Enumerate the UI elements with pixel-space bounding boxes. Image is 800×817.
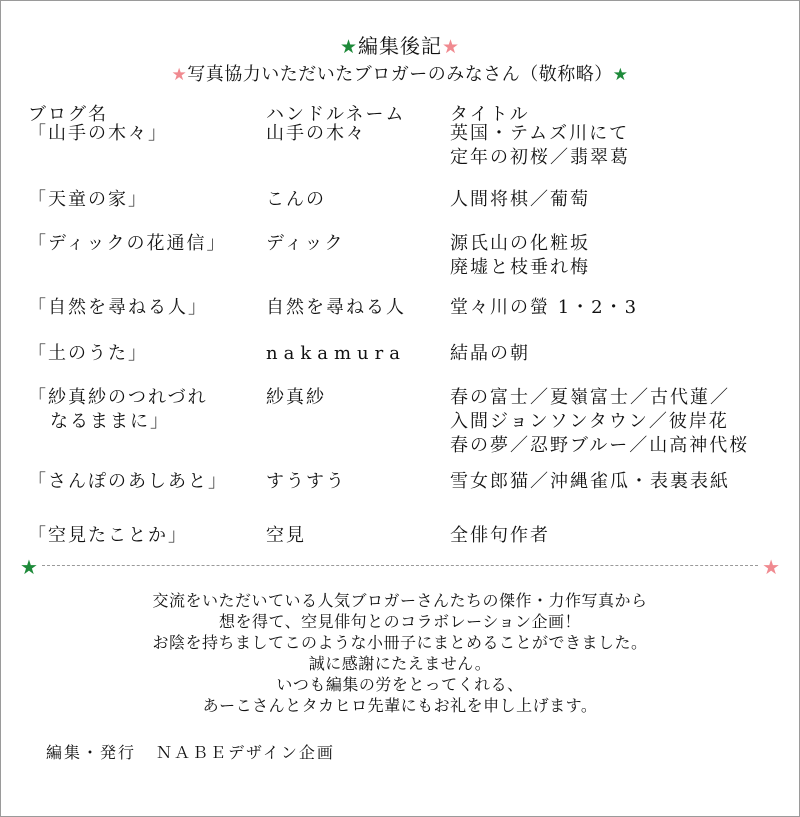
green-star-icon: ★: [20, 555, 38, 579]
photo-title: 雪女郎猫／沖縄雀瓜・表裏表紙: [450, 471, 730, 492]
afterword-message: [0, 590, 800, 716]
handle-name: 空見: [266, 525, 306, 546]
handle-name: nakamura: [266, 343, 406, 364]
message-line: 交流をいただいている人気ブロガーさんたちの傑作・力作写真から: [152, 591, 648, 610]
handle-name: 自然を尋ねる人: [266, 297, 406, 318]
blog-name: 「自然を尋ねる人」: [28, 297, 208, 318]
blog-name-cell: [28, 296, 263, 320]
handle-name: ディック: [266, 233, 345, 254]
blog-name: 「紗真紗のつれづれ: [28, 387, 208, 408]
handle-name: こんの: [266, 189, 326, 210]
photo-title: 春の夢／忍野ブルー／山高神代桜: [450, 435, 750, 456]
blog-name: 「山手の木々」: [28, 123, 168, 144]
handle-name: 紗真紗: [266, 387, 326, 408]
message-line: 想を得て、空見俳句とのコラボレーション企画！: [218, 612, 582, 631]
photo-title: 全俳句作者: [450, 525, 550, 546]
blog-name: なるままに」: [50, 411, 170, 432]
photo-title: 春の富士／夏嶺富士／古代蓮／: [450, 387, 730, 408]
blog-name: 「土のうた」: [28, 343, 148, 364]
photo-title: 英国・テムズ川にて: [450, 123, 630, 144]
photo-title: 入間ジョンソンタウン／彼岸花: [450, 411, 729, 432]
photo-title-cell: [450, 296, 790, 320]
photo-title-cell: [450, 232, 790, 280]
photo-title: 源氏山の化粧坂: [450, 233, 590, 254]
photo-title-cell: [450, 342, 790, 366]
publisher-credit: [46, 740, 335, 763]
dashed-line: [42, 565, 758, 566]
photo-title-cell: [450, 524, 790, 548]
header-blog-name: ブログ名: [28, 104, 108, 125]
page-title: [0, 30, 800, 59]
title-text: 編集後記: [358, 34, 442, 58]
blog-name: 「空見たことか」: [28, 525, 188, 546]
credit-label: 編集・発行: [46, 743, 137, 762]
pink-star-icon: ★: [442, 36, 461, 58]
photo-title-cell: [450, 188, 790, 212]
green-star-icon: ★: [612, 65, 629, 85]
photo-title: 人間将棋／葡萄: [450, 189, 590, 210]
pink-star-icon: ★: [762, 555, 780, 579]
blog-name-cell: [28, 524, 263, 548]
blog-name-cell: [28, 386, 263, 434]
blog-name-cell: [28, 122, 263, 146]
photo-title: 結晶の朝: [450, 343, 530, 364]
photo-title-cell: [450, 470, 790, 494]
blog-name-cell: [28, 232, 263, 256]
photo-title: 定年の初桜／翡翠葛: [450, 147, 630, 168]
page-subtitle: [0, 60, 800, 86]
green-star-icon: ★: [339, 36, 358, 58]
photo-title-cell: [450, 122, 790, 170]
handle-name: 山手の木々: [266, 123, 366, 144]
pink-star-icon: ★: [171, 65, 188, 85]
blog-name-cell: [28, 342, 263, 366]
header-handle-name: ハンドルネーム: [266, 104, 406, 125]
blog-name: 「天童の家」: [28, 189, 148, 210]
handle-name: すうすう: [266, 471, 346, 492]
message-line: いつも編集の労をとってくれる、: [276, 675, 524, 694]
blog-name: 「ディックの花通信」: [28, 233, 227, 254]
header-title: タイトル: [450, 104, 530, 125]
photo-title: 廃墟と枝垂れ梅: [450, 257, 590, 278]
blog-name: 「さんぽのあしあと」: [28, 471, 228, 492]
blog-name-cell: [28, 470, 263, 494]
photo-title: 堂々川の螢 1・2・3: [450, 297, 639, 318]
message-line: 誠に感謝にたえません。: [308, 654, 492, 673]
message-line: お陰を持ちましてこのような小冊子にまとめることができました。: [152, 633, 648, 652]
subtitle-text: 写真協力いただいたブロガーのみなさん（敬称略）: [187, 64, 613, 85]
message-line: あーこさんとタカヒロ先輩にもお礼を申し上げます。: [202, 696, 598, 715]
photo-title-cell: [450, 386, 790, 458]
blog-name-cell: [28, 188, 263, 212]
star-divider: [20, 555, 780, 577]
publisher-name: ＮＡＢＥデザイン企画: [156, 743, 335, 762]
